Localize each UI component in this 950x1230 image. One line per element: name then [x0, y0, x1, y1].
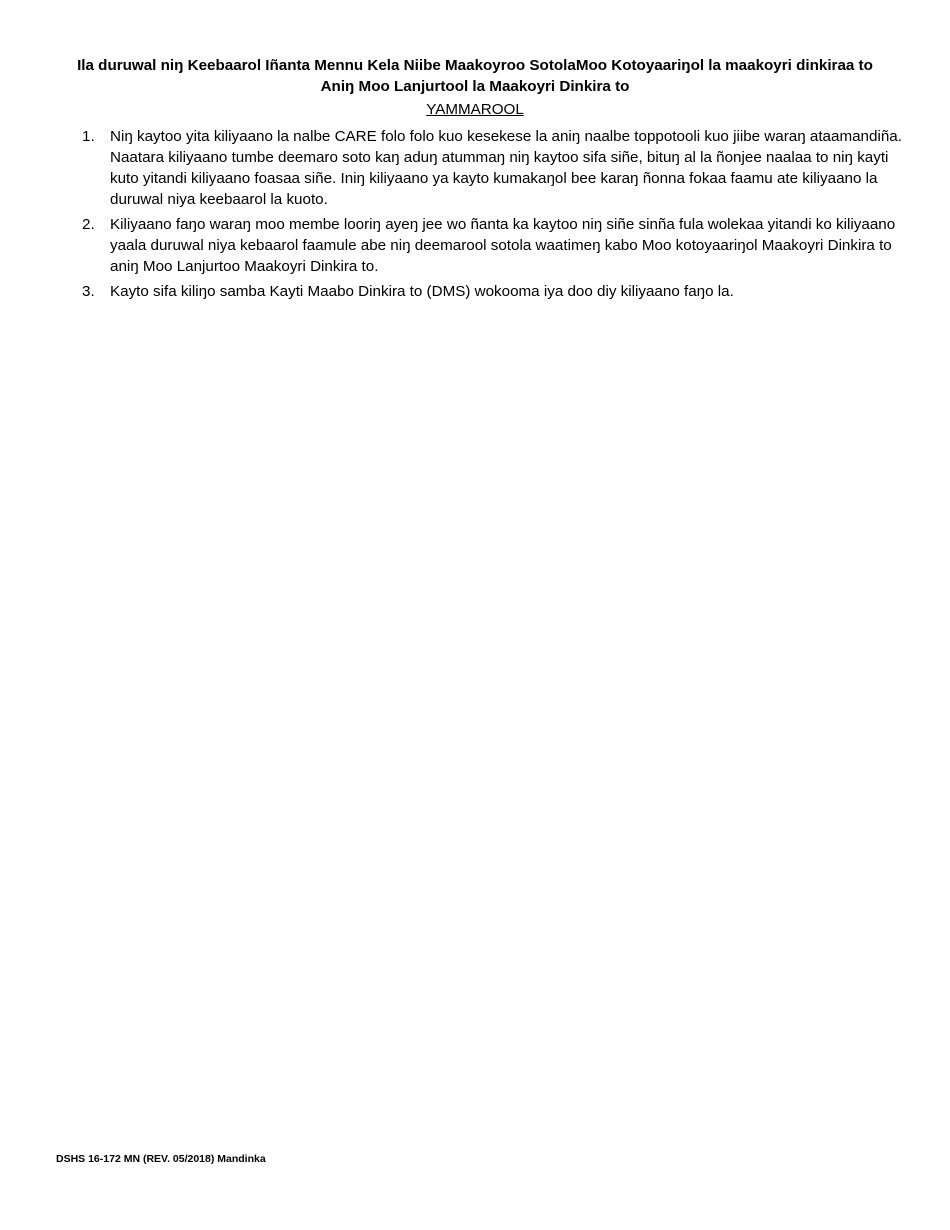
title-line-2: Aniŋ Moo Lanjurtool la Maakoyri Dinkira to [320, 78, 630, 95]
instruction-item [82, 126, 902, 210]
instruction-item [82, 214, 902, 277]
instruction-text: Kayto sifa kiliŋo samba Kayti Maabo Dinkira to (DMS) wokooma iya doo diy kiliyaano faŋo la. [110, 283, 734, 300]
document-subtitle: YAMMAROOL [426, 101, 524, 118]
form-footer-id: DSHS 16-172 MN (REV. 05/2018) Mandinka [56, 1153, 266, 1165]
instruction-item [82, 281, 902, 302]
instructions-list [82, 126, 902, 306]
instruction-number: 2. [82, 216, 95, 233]
document-title [40, 55, 910, 97]
instruction-text: Kiliyaano faŋo waraŋ moo membe looriŋ ayeŋ jee wo ñanta ka kaytoo niŋ siñe sinña fula wolekaa yitandi ko kiliyaano yaala duruwal niya kebaarol faamule abe niŋ deemarool sotola waatimeŋ kabo Moo kotoyaariŋol Maakoyri Dinkira to aniŋ Moo Lanjurtoo Maakoyri Dinkira to. [110, 216, 896, 275]
title-line-1: Ila duruwal niŋ Keebaarol Iñanta Mennu Kela Niibe Maakoyroo SotolaMoo Kotoyaariŋol la maakoyri dinkiraa to [77, 57, 873, 74]
instruction-number: 1. [82, 128, 95, 145]
instruction-text: Niŋ kaytoo yita kiliyaano la nalbe CARE folo folo kuo kesekese la aniŋ naalbe toppotooli kuo jiibe waraŋ ataamandiña. Naatara kiliyaano tumbe deemaro soto kaŋ aduŋ atummaŋ niŋ kaytoo sifa siñe, bituŋ al la ñonjee naalaa to niŋ kayti kuto yitandi kiliyaano foasaa siñe. Iniŋ kiliyaano ya kayto kumakaŋol bee karaŋ ñonna fokaa faamu ate kiliyaano la duruwal niya keebaarol la kuoto. [110, 128, 902, 208]
instruction-number: 3. [82, 283, 95, 300]
